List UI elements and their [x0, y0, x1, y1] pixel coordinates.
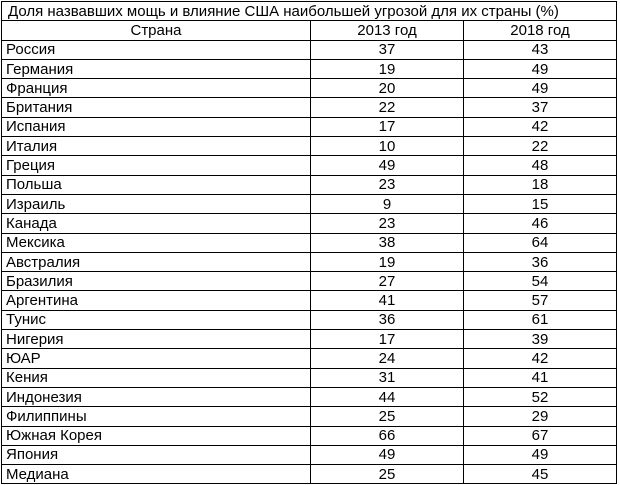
country-cell: ЮАР [2, 349, 311, 368]
value-2018-cell: 64 [464, 233, 617, 252]
country-cell: Мексика [2, 233, 311, 252]
value-2018-cell: 52 [464, 387, 617, 406]
table-row [2, 349, 617, 368]
table-row [2, 79, 617, 98]
table-row [2, 98, 617, 117]
country-cell: Канада [2, 214, 311, 233]
country-cell: Филиппины [2, 407, 311, 426]
value-2018-cell: 48 [464, 156, 617, 175]
value-2018-cell: 45 [464, 465, 617, 484]
table-row [2, 194, 617, 213]
table-row [2, 252, 617, 271]
value-2013-cell: 10 [311, 137, 464, 156]
country-cell: Япония [2, 445, 311, 464]
table-row [2, 387, 617, 406]
value-2013-cell: 19 [311, 252, 464, 271]
value-2013-cell: 25 [311, 407, 464, 426]
column-header-country: Страна [2, 21, 311, 40]
value-2013-cell: 17 [311, 117, 464, 136]
value-2018-cell: 42 [464, 349, 617, 368]
table-title-row [2, 2, 617, 21]
value-2013-cell: 25 [311, 465, 464, 484]
value-2018-cell: 39 [464, 330, 617, 349]
value-2018-cell: 42 [464, 117, 617, 136]
value-2013-cell: 49 [311, 445, 464, 464]
country-cell: Тунис [2, 310, 311, 329]
country-cell: Британия [2, 98, 311, 117]
country-cell: Франция [2, 79, 311, 98]
value-2018-cell: 22 [464, 137, 617, 156]
value-2018-cell: 57 [464, 291, 617, 310]
column-header-2018: 2018 год [464, 21, 617, 40]
value-2018-cell: 29 [464, 407, 617, 426]
value-2018-cell: 43 [464, 40, 617, 59]
value-2018-cell: 41 [464, 368, 617, 387]
value-2013-cell: 9 [311, 194, 464, 213]
value-2013-cell: 31 [311, 368, 464, 387]
value-2018-cell: 49 [464, 445, 617, 464]
country-cell: Австралия [2, 252, 311, 271]
table-row [2, 40, 617, 59]
value-2013-cell: 20 [311, 79, 464, 98]
country-cell: Израиль [2, 194, 311, 213]
value-2013-cell: 66 [311, 426, 464, 445]
value-2018-cell: 49 [464, 59, 617, 78]
table-row [2, 272, 617, 291]
country-cell: Польша [2, 175, 311, 194]
value-2013-cell: 22 [311, 98, 464, 117]
country-cell: Россия [2, 40, 311, 59]
value-2013-cell: 23 [311, 175, 464, 194]
value-2013-cell: 23 [311, 214, 464, 233]
value-2018-cell: 36 [464, 252, 617, 271]
table-row [2, 156, 617, 175]
data-table [1, 1, 617, 484]
value-2013-cell: 41 [311, 291, 464, 310]
value-2013-cell: 38 [311, 233, 464, 252]
table-row [2, 445, 617, 464]
country-cell: Нигерия [2, 330, 311, 349]
data-table-container [1, 1, 617, 484]
country-cell: Индонезия [2, 387, 311, 406]
value-2018-cell: 18 [464, 175, 617, 194]
column-header-2013: 2013 год [311, 21, 464, 40]
country-cell: Германия [2, 59, 311, 78]
table-body [2, 40, 617, 484]
country-cell: Южная Корея [2, 426, 311, 445]
table-row [2, 291, 617, 310]
table-row [2, 214, 617, 233]
value-2013-cell: 17 [311, 330, 464, 349]
value-2013-cell: 24 [311, 349, 464, 368]
value-2013-cell: 36 [311, 310, 464, 329]
value-2013-cell: 44 [311, 387, 464, 406]
country-cell: Аргентина [2, 291, 311, 310]
value-2013-cell: 37 [311, 40, 464, 59]
country-cell: Медиана [2, 465, 311, 484]
value-2018-cell: 54 [464, 272, 617, 291]
country-cell: Кения [2, 368, 311, 387]
table-header-row [2, 21, 617, 40]
table-row [2, 175, 617, 194]
table-row [2, 407, 617, 426]
value-2018-cell: 61 [464, 310, 617, 329]
table-row [2, 233, 617, 252]
value-2013-cell: 49 [311, 156, 464, 175]
value-2013-cell: 27 [311, 272, 464, 291]
value-2018-cell: 37 [464, 98, 617, 117]
table-row [2, 310, 617, 329]
value-2018-cell: 67 [464, 426, 617, 445]
table-row [2, 368, 617, 387]
table-row [2, 137, 617, 156]
country-cell: Испания [2, 117, 311, 136]
table-row [2, 330, 617, 349]
country-cell: Италия [2, 137, 311, 156]
country-cell: Греция [2, 156, 311, 175]
table-row [2, 59, 617, 78]
country-cell: Бразилия [2, 272, 311, 291]
table-row [2, 117, 617, 136]
value-2013-cell: 19 [311, 59, 464, 78]
value-2018-cell: 46 [464, 214, 617, 233]
value-2018-cell: 15 [464, 194, 617, 213]
table-row [2, 465, 617, 484]
value-2018-cell: 49 [464, 79, 617, 98]
table-row [2, 426, 617, 445]
table-title: Доля назвавших мощь и влияние США наибольшей угрозой для их страны (%) [2, 2, 617, 21]
